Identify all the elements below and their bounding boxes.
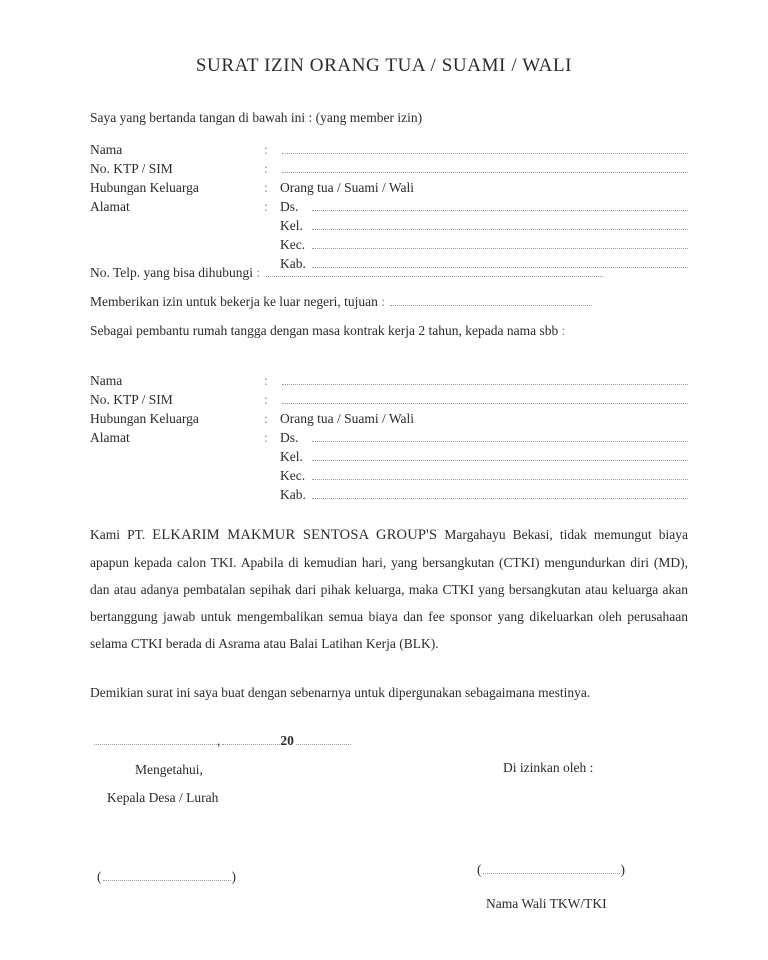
field-label: Alamat [90, 199, 130, 214]
field-input-ktp-sim[interactable] [282, 172, 688, 173]
field-colon: : [264, 180, 268, 195]
field-colon: : [264, 199, 268, 214]
field-input-nama[interactable] [282, 153, 688, 154]
field-colon: : [264, 161, 268, 176]
form-block-applicant-guardian [90, 142, 688, 275]
place-input[interactable] [94, 734, 217, 745]
year-input[interactable] [296, 734, 351, 745]
form-row [90, 199, 688, 218]
address-sublabel-ds-2: Ds. [280, 430, 299, 445]
year-prefix: 20 [280, 733, 294, 748]
field-label: No. KTP / SIM [90, 392, 173, 407]
field-input-kab-2[interactable] [312, 498, 688, 499]
date-line [92, 733, 351, 749]
field-colon: : [264, 142, 268, 157]
address-sublabel-ds: Ds. [280, 199, 299, 214]
kepala-desa-label: Kepala Desa / Lurah [107, 790, 219, 805]
destination-input[interactable] [390, 295, 592, 306]
mengetahui-label: Mengetahui, [135, 762, 203, 777]
field-input-kec[interactable] [312, 248, 688, 249]
address-sublabel-kab-2: Kab. [280, 487, 306, 502]
body-lead: Kami PT. [90, 527, 153, 542]
form-row [90, 392, 688, 411]
body-text: Margahayu Bekasi, tidak memungut biaya apapun kepada calon TKI. Apabila di kemudian hari, yang bersangkutan (CTKI) mengundurkan diri (MD), dan atau adanya pembatalan sepihak dari pihak keluarga, maka CTKI yang bersangkutan atau keluarga akan bertanggung jawab untuk mengembalikan semua biaya dan fee sponsor yang dikeluarkan oleh perusahaan selama CTKI berada di Asrama atau Balai Latihan Kerja (BLK). [90, 527, 688, 651]
di-izinkan-oleh-label: Di izinkan oleh : [503, 760, 594, 775]
closing-statement: Demikian surat ini saya buat dengan sebenarnya untuk dipergunakan sebagaimana mestinya. [90, 685, 591, 700]
field-label: Alamat [90, 430, 130, 445]
field-label: Hubungan Keluarga [90, 411, 199, 426]
contract-text-row [90, 323, 565, 339]
page-title: SURAT IZIN ORANG TUA / SUAMI / WALI [195, 55, 573, 76]
destination-field-row [90, 294, 592, 310]
paren-close: ) [231, 869, 236, 884]
address-sublabel-kab: Kab. [280, 256, 306, 271]
address-row [90, 237, 688, 256]
destination-colon: : [381, 294, 386, 309]
signature-block-left [90, 762, 370, 806]
form-row [90, 373, 688, 392]
destination-label: Memberikan izin untuk bekerja ke luar negeri, tujuan [90, 294, 378, 309]
date-separator: , [217, 733, 221, 748]
address-row [90, 487, 688, 506]
field-label: Nama [90, 373, 123, 388]
paren-close: ) [620, 862, 625, 877]
phone-colon: : [256, 265, 261, 280]
field-input-ds-2[interactable] [312, 441, 688, 442]
form-row [90, 142, 688, 161]
field-colon: : [264, 430, 268, 445]
field-label: Hubungan Keluarga [90, 180, 199, 195]
field-colon: : [264, 392, 268, 407]
field-label: Nama [90, 142, 123, 157]
address-row [90, 449, 688, 468]
address-sublabel-kec-2: Kec. [280, 468, 306, 483]
form-row [90, 430, 688, 449]
address-row [90, 218, 688, 237]
address-sublabel-kel-2: Kel. [280, 449, 303, 464]
field-input-kec-2[interactable] [312, 479, 688, 480]
field-colon: : [264, 373, 268, 388]
contract-text: Sebagai pembantu rumah tangga dengan masa kontrak kerja 2 tahun, kepada nama sbb [90, 323, 559, 338]
signature-name-input-right[interactable] [483, 864, 620, 874]
form-block-worker [90, 373, 688, 506]
signature-name-input-left[interactable] [103, 871, 231, 881]
signature-name-left [97, 869, 252, 885]
field-input-ktp-sim-2[interactable] [282, 403, 688, 404]
contract-colon: : [561, 323, 566, 338]
field-colon: : [264, 411, 268, 426]
signature-name-right [477, 862, 642, 878]
paren-open: ( [97, 869, 102, 884]
body-paragraph [90, 521, 688, 657]
phone-input[interactable] [266, 266, 603, 277]
field-value-hubungan-keluarga-2[interactable]: Orang tua / Suami / Wali [280, 411, 415, 426]
address-sublabel-kel: Kel. [280, 218, 303, 233]
address-sublabel-kec: Kec. [280, 237, 306, 252]
day-month-input[interactable] [222, 734, 280, 745]
field-label: No. KTP / SIM [90, 161, 173, 176]
paren-open: ( [477, 862, 482, 877]
company-name: ELKARIM MAKMUR SENTOSA GROUP'S [152, 527, 438, 543]
field-input-nama-2[interactable] [282, 384, 688, 385]
wali-caption: Nama Wali TKW/TKI [486, 896, 607, 911]
form-row [90, 411, 688, 430]
form-row [90, 161, 688, 180]
field-value-hubungan-keluarga[interactable]: Orang tua / Suami / Wali [280, 180, 415, 195]
phone-label: No. Telp. yang bisa dihubungi [90, 265, 254, 280]
address-row [90, 468, 688, 487]
intro-text: Saya yang bertanda tangan di bawah ini : (yang member izin) [90, 110, 423, 125]
field-input-kel[interactable] [312, 229, 688, 230]
form-row [90, 180, 688, 199]
phone-field-row [90, 265, 603, 281]
field-input-kel-2[interactable] [312, 460, 688, 461]
field-input-ds[interactable] [312, 210, 688, 211]
